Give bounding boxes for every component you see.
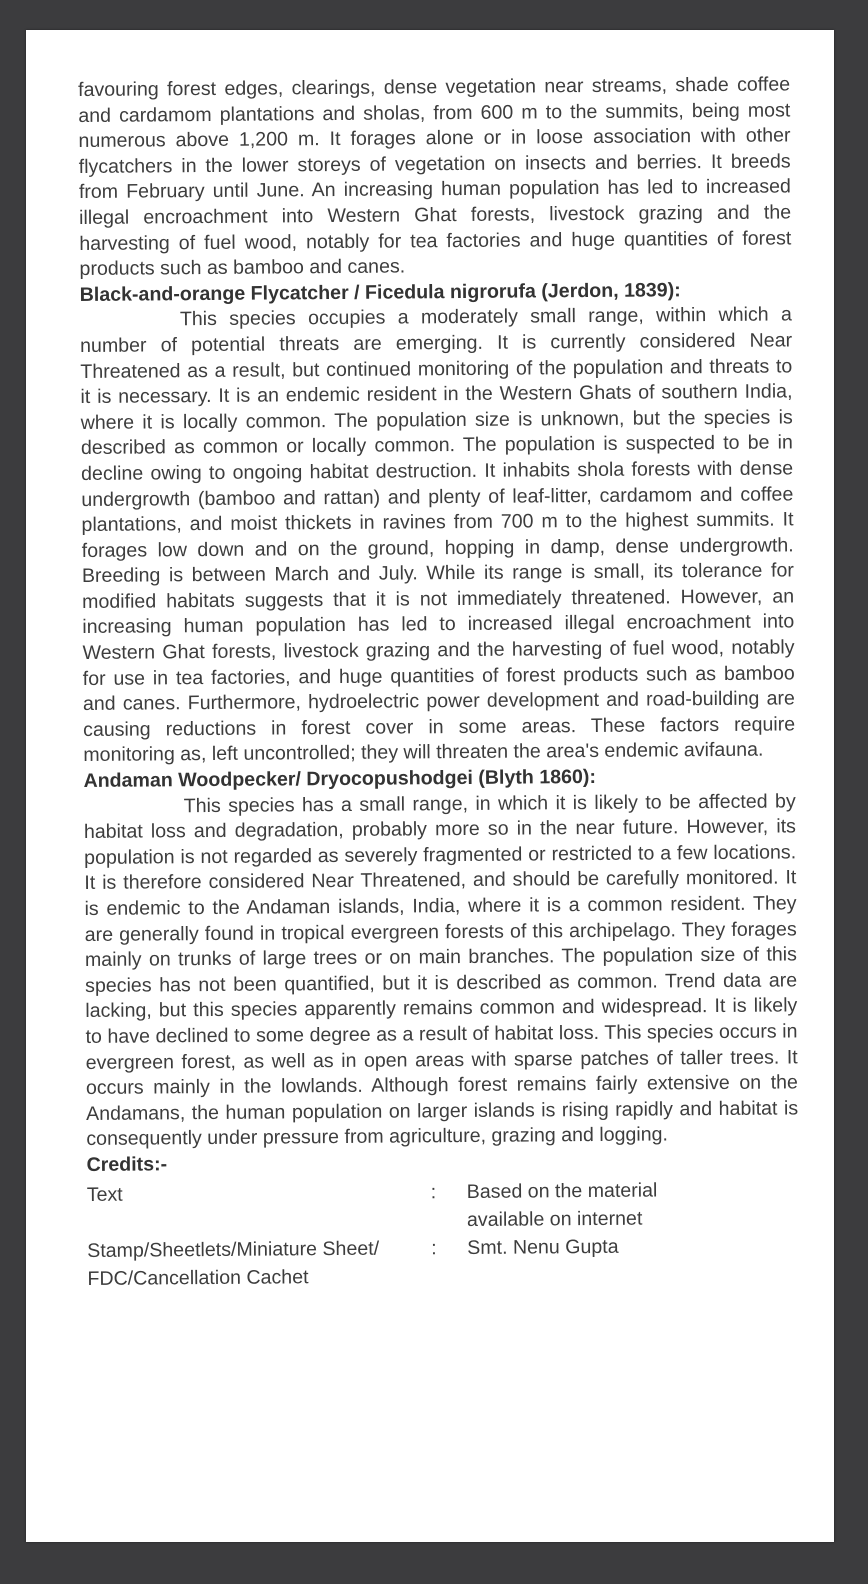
credits-value-line: Based on the material [466,1179,658,1203]
intro-paragraph: favouring forest edges, clearings, dense vegetation near streams, shade coffee and cardamom plantations and sholas, from 600 m to the summits, being most numerous above 1,200 m. It forages alone or in loose association with other flycatchers in the lower storeys of vegetation on insects and berries. It breeds from February until June. An increasing human population has led to increased illegal encroachment into Western Ghat forests, livestock grazing and the harvesting of fuel wood, notably for tea factories and huge quantities of forest products such as bamboo and canes. [78,73,792,281]
section-body-flycatcher: This species occupies a moderately small range, within which a number of potential threats are emerging. It is currently considered Near Threatened as a result, but continued monitoring of the population and threats to it is necessary. It is an endemic resident in the Western Ghats of southern India, where it is locally common. The population size is unknown, but the species is described as common or locally common. The population is suspected to be in decline owing to ongoing habitat destruction. It inhabits shola forests with dense undergrowth (bamboo and rattan) and plenty of leaf-litter, cardamom and coffee plantations, and moist thickets in ravines from 700 m to the highest summits. It forages low down and on the ground, hopping in damp, dense undergrowth. Breeding is between March and July. While its range is small, its tolerance for modified habitats suggests that it is not immediately threatened. However, an increasing human population has led to increased illegal encroachment into Western Ghat forests, livestock grazing and the harvesting of fuel wood, notably for use in tea factories, and huge quantities of forest products such as bamboo and canes. Furthermore, hydroelectric power development and road-building are causing reductions in forest cover in some areas. These factors require monitoring as, left uncontrolled; they will threaten the area's endemic avifauna. [80,303,796,767]
section-body-woodpecker: This species has a small range, in which it is likely to be affected by habitat loss and degradation, probably more so in the near future. However, its population is not regarded as severely fragmented or restricted to a few locations. It is therefore considered Near Threatened, and should be carefully monitored. It is endemic to the Andaman islands, India, where it is a common resident. They are generally found in tropical evergreen forests of this archipelago. They forages mainly on trunks of large trees or on main branches. The population size of this species has not been quantified, but it is described as common. Trend data are lacking, but this species apparently remains common and widespread. It is likely to have declined to some degree as a result of habitat loss. This species occurs in evergreen forest, as well as in open areas with sparse patches of taller trees. It occurs mainly in the lowlands. Although forest remains fairly extensive on the Andamans, the human population on larger islands is rising rapidly and habitat is consequently under pressure from agriculture, grazing and logging. [83,790,799,1151]
section-heading-flycatcher: Black-and-orange Flycatcher / Ficedula nigrorufa (Jerdon, 1839): [79,279,681,306]
brochure-page [26,30,834,1542]
credits-value [467,1175,799,1234]
page-content [78,72,800,1292]
credits-value: Smt. Nenu Gupta [467,1235,619,1259]
section-heading-woodpecker: Andaman Woodpecker/ Dryocopushodgei (Blyth 1860): [83,765,597,793]
credits-label-line: Stamp/Sheetlets/Miniature Sheet/ [87,1237,380,1262]
credits-separator: : [430,1180,437,1203]
credits-label-line: FDC/Cancellation Cachet [87,1265,309,1290]
credits-label [87,1234,431,1293]
credits-separator: : [431,1236,437,1259]
credits-value-line: available on internet [466,1207,643,1231]
credits-title: Credits:- [86,1153,168,1176]
credits-row-design [87,1231,799,1293]
credits-table [87,1175,800,1293]
credits-row-text [87,1175,799,1237]
credits-label: Text [86,1183,123,1206]
